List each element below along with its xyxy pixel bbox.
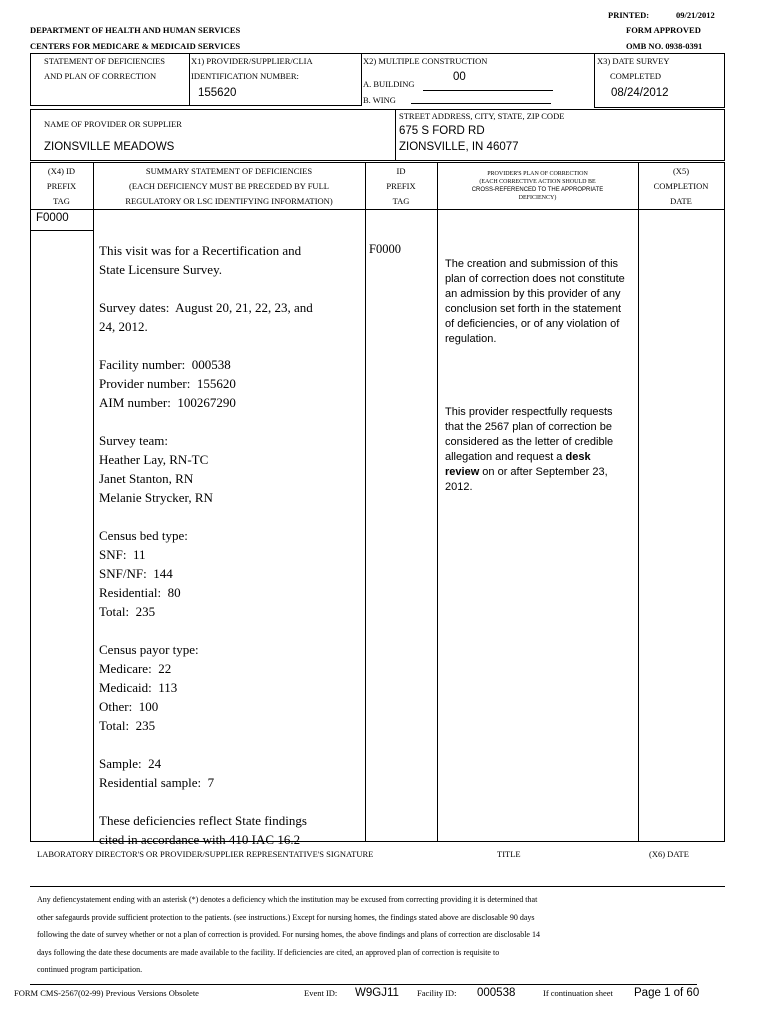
box2-bottom-border [30, 160, 725, 161]
col-divider-1 [93, 162, 94, 842]
id-header-1: ID [396, 166, 406, 176]
desk-review-bold: desk review [445, 451, 591, 478]
continuation-label: If continuation sheet [543, 988, 613, 998]
form-number-label: FORM CMS-2567(02-99) Previous Versions Obsolete [14, 988, 199, 998]
disclaimer-line: other safegaurds provide sufficient protection to the patients. (see instructions.) Except for nursing homes, the findings stated above are disclosable 90 days [37, 912, 535, 922]
box1-bottom-left [30, 105, 361, 106]
printed-date: 09/21/2012 [676, 10, 715, 20]
printed-label: PRINTED: [608, 10, 650, 20]
box1-divider-1 [189, 53, 190, 105]
table-top-border [30, 162, 725, 163]
right-prefix-tag: F0000 [369, 242, 401, 256]
provider-name-label: NAME OF PROVIDER OR SUPPLIER [44, 119, 182, 129]
provider-number-value: 155620 [198, 87, 237, 99]
signature-bottom-line [30, 886, 725, 887]
facility-id-label: Facility ID: [417, 988, 457, 998]
table-right-border [724, 162, 725, 842]
x5-header-1: (X5) [672, 166, 690, 176]
box1-bottom-right [594, 107, 725, 108]
disclaimer-line: following the date of survey whether or not a plan of correction is provided. For nursing homes, the above findings and plans of correction are disclosable 14 [37, 930, 540, 939]
statement-label-2: AND PLAN OF CORRECTION [44, 71, 157, 81]
box2-divider [395, 109, 396, 160]
summary-header-1: SUMMARY STATEMENT OF DEFICIENCIES [145, 166, 313, 176]
col-divider-4 [638, 162, 639, 842]
x3-label-1: X3) DATE SURVEY [597, 56, 670, 66]
correction-paragraph-2 [445, 405, 625, 495]
address-line-1: 675 S FORD RD [399, 125, 485, 137]
facility-id-value: 000538 [477, 987, 516, 999]
plan-header-2: (EACH CORRECTIVE ACTION SHOULD BE [479, 179, 596, 185]
x5-header-2: COMPLETION [653, 181, 709, 191]
director-signature-label: LABORATORY DIRECTOR'S OR PROVIDER/SUPPLIER REPRESENTATIVE'S SIGNATURE [37, 849, 374, 859]
x1-label-2: IDENTIFICATION NUMBER: [191, 71, 299, 81]
plan-header-1: PROVIDER'S PLAN OF CORRECTION [487, 171, 588, 177]
provider-name-value: ZIONSVILLE MEADOWS [44, 141, 175, 153]
building-underline [423, 90, 553, 91]
header-bottom-border [30, 209, 725, 210]
omb-number: OMB NO. 0938-0391 [626, 41, 703, 51]
box1-right-border [724, 53, 725, 108]
address-label: STREET ADDRESS, CITY, STATE, ZIP CODE [399, 111, 565, 121]
box2-right-border [724, 109, 725, 161]
correction-text-after: on or after September 23, 2012. [445, 466, 608, 493]
col-divider-3 [437, 162, 438, 842]
table-left-border [30, 162, 31, 842]
correction-text-before: This provider respectfully requests that the 2567 plan of correction be considered as the letter of credible allegation and request a [445, 406, 614, 463]
disclaimer-line: Any defiencystatement ending with an asterisk (*) denotes a deficiency which the institution may be excused from correcting providing it is determined that [37, 895, 538, 904]
wing-label: B. WING [363, 95, 396, 105]
building-label: A. BUILDING [363, 79, 415, 89]
address-line-2: ZIONSVILLE, IN 46077 [399, 141, 519, 153]
box1-divider-2 [361, 53, 362, 106]
dept-title: DEPARTMENT OF HEALTH AND HUMAN SERVICES [30, 25, 241, 35]
disclaimer-line: continued program participation. [37, 965, 143, 974]
x6-date-label: (X6) DATE [649, 849, 689, 859]
x3-label-2: COMPLETED [610, 71, 661, 81]
id-header-2: PREFIX [386, 181, 416, 191]
correction-paragraph-1: The creation and submission of this plan of correction does not constitute an admission by this provider of any conclusion set forth in the statement of deficiencies, or of any violation of regulation. [445, 258, 625, 345]
id-header-3: TAG [392, 196, 410, 206]
left-prefix-tag: F0000 [36, 212, 69, 224]
x4-header-2: PREFIX [46, 181, 77, 191]
summary-statement: This visit was for a Recertification and State Licensure Survey. Survey dates: August 20, 21, 22, 23, and 24, 2012. Facility number: 000538 Provider number: 155620 AIM number: 100267290 Survey team: Heather Lay, RN-TC Janet Stanton, RN Melanie Strycker, RN Census bed type: SNF: 11 SNF/NF: 144 Residential: 80 Total: 235 Census payor type: Medicare: 22 Medicaid: 113 Other: 100 Total: 235 Sample: 24 Residential sample: 7 These deficiencies reflect State findings cited in accordance with 410 IAC 16.2 [99, 243, 313, 847]
x5-header-3: DATE [670, 196, 692, 206]
box2-top-border [30, 109, 724, 110]
summary-header-3: REGULATORY OR LSC IDENTIFYING INFORMATION) [125, 196, 333, 206]
page-number: Page 1 of 60 [634, 987, 700, 999]
plan-header-4: DEFICIENCY) [518, 195, 557, 201]
x4-header-3: TAG [53, 196, 70, 206]
box2-left-border [30, 109, 31, 161]
building-value: 00 [453, 71, 466, 83]
box1-left-border [30, 53, 31, 106]
x4-header-1: (X4) ID [47, 166, 76, 176]
disclaimer-line: days following the date these documents are made available to the facility. If deficiencies are cited, an approved plan of correction is requisite to [37, 947, 500, 957]
wing-underline [411, 103, 551, 104]
x1-label-1: X1) PROVIDER/SUPPLIER/CLIA [191, 56, 313, 66]
col-divider-2 [365, 162, 366, 842]
summary-header-2: (EACH DEFICIENCY MUST BE PRECEDED BY FULL [129, 181, 329, 191]
title-label: TITLE [497, 849, 521, 859]
box1-divider-3 [594, 53, 595, 107]
box1-top-border [30, 53, 724, 54]
event-id-value: W9GJ11 [355, 987, 399, 999]
plan-header-3: CROSS-REFERENCED TO THE APPROPRIATE [471, 187, 604, 193]
event-id-label: Event ID: [304, 988, 338, 998]
footer-top-line [30, 984, 697, 985]
centers-title: CENTERS FOR MEDICARE & MEDICAID SERVICES [30, 41, 241, 51]
survey-date-value: 08/24/2012 [611, 87, 669, 99]
x2-label: X2) MULTIPLE CONSTRUCTION [363, 56, 488, 66]
form-approved: FORM APPROVED [626, 25, 701, 35]
statement-label-1: STATEMENT OF DEFICIENCIES [44, 56, 166, 66]
disclaimer-text [37, 891, 540, 979]
tag-row-divider [30, 230, 94, 231]
